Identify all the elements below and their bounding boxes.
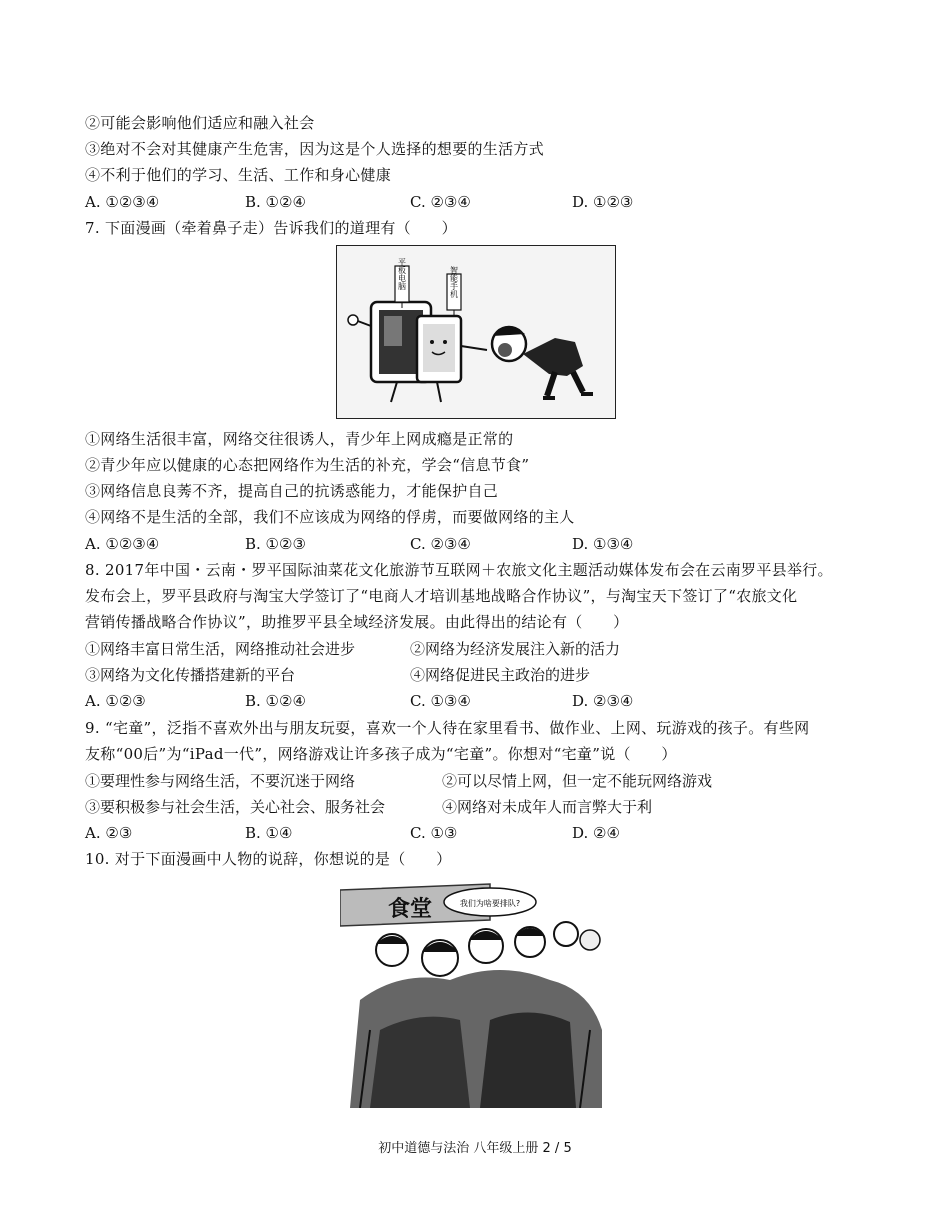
- q7-cartoon: [336, 245, 616, 419]
- speech-bubble: 我们为啥要排队?: [459, 899, 521, 908]
- page-footer: 初中道德与法治 八年级上册 2 / 5: [378, 1141, 572, 1156]
- q10-stem: 10. 对于下面漫画中人物的说辞，你想说的是（ ）: [85, 850, 452, 868]
- q7-statement-1: ①网络生活很丰富，网络交往很诱人，青少年上网成瘾是正常的: [85, 430, 514, 448]
- q9-statement-3: ③要积极参与社会生活，关心社会、服务社会: [85, 798, 386, 816]
- q9-option-d: D. ②④: [572, 824, 620, 842]
- q7-option-c: C. ②③④: [410, 535, 471, 553]
- q8-option-a: A. ①②③: [85, 692, 146, 710]
- q7-statement-3: ③网络信息良莠不齐，提高自己的抗诱惑能力，才能保护自己: [85, 482, 499, 500]
- q8-option-b: B. ①②④: [245, 692, 306, 710]
- q7-statement-4: ④网络不是生活的全部，我们不应该成为网络的俘虏，而要做网络的主人: [85, 508, 575, 526]
- q8-statement-4: ④网络促进民主政治的进步: [410, 666, 591, 684]
- q10-cartoon-drawing: [340, 880, 612, 1108]
- q7-option-b: B. ①②③: [245, 535, 306, 553]
- q7-cartoon-drawing: [337, 246, 615, 418]
- q6-statement-4: ④不利于他们的学习、生活、工作和身心健康: [85, 166, 392, 184]
- q9-option-a: A. ②③: [85, 824, 133, 842]
- q9-option-c: C. ①③: [410, 824, 458, 842]
- q6-option-d: D. ①②③: [572, 193, 634, 211]
- q9-statement-2: ②可以尽情上网，但一定不能玩网络游戏: [442, 772, 713, 790]
- q8-option-d: D. ②③④: [572, 692, 634, 710]
- q8-stem-line-2: 发布会上，罗平县政府与淘宝大学签订了“电商人才培训基地战略合作协议”，与淘宝天下签订了“农旅文化: [85, 587, 798, 605]
- q9-statement-1: ①要理性参与网络生活，不要沉迷于网络: [85, 772, 356, 790]
- q6-option-b: B. ①②④: [245, 193, 306, 211]
- tablet-label: 平板电脑: [397, 258, 407, 290]
- q8-statement-1: ①网络丰富日常生活，网络推动社会进步: [85, 640, 356, 658]
- q7-option-d: D. ①③④: [572, 535, 634, 553]
- phone-label: 智能手机: [449, 266, 459, 298]
- q9-stem-line-2: 友称“00后”为“iPad一代”，网络游戏让许多孩子成为“宅童”。你想对“宅童”说（ ）: [85, 745, 677, 763]
- q9-statement-4: ④网络对未成年人而言弊大于利: [442, 798, 653, 816]
- canteen-sign: 食堂: [388, 896, 433, 922]
- q6-statement-2: ②可能会影响他们适应和融入社会: [85, 114, 315, 132]
- q7-option-a: A. ①②③④: [85, 535, 160, 553]
- q8-stem-line-1: 8. 2017年中国・云南・罗平国际油菜花文化旅游节互联网＋农旅文化主题活动媒体发布会在云南罗平县举行。: [85, 561, 833, 579]
- q8-stem-line-3: 营销传播战略合作协议”，助推罗平县全域经济发展。由此得出的结论有（ ）: [85, 613, 629, 631]
- q6-option-a: A. ①②③④: [85, 193, 160, 211]
- q9-option-b: B. ①④: [245, 824, 293, 842]
- q6-statement-3: ③绝对不会对其健康产生危害，因为这是个人选择的想要的生活方式: [85, 140, 545, 158]
- q10-cartoon: [340, 880, 612, 1108]
- q7-statement-2: ②青少年应以健康的心态把网络作为生活的补充，学会“信息节食”: [85, 456, 530, 474]
- q8-option-c: C. ①③④: [410, 692, 471, 710]
- q9-stem-line-1: 9. “宅童”，泛指不喜欢外出与朋友玩耍，喜欢一个人待在家里看书、做作业、上网、玩游戏的孩子。有些网: [85, 719, 810, 737]
- q8-statement-2: ②网络为经济发展注入新的活力: [410, 640, 621, 658]
- q6-option-c: C. ②③④: [410, 193, 471, 211]
- q8-statement-3: ③网络为文化传播搭建新的平台: [85, 666, 296, 684]
- q7-stem: 7. 下面漫画（牵着鼻子走）告诉我们的道理有（ ）: [85, 219, 457, 237]
